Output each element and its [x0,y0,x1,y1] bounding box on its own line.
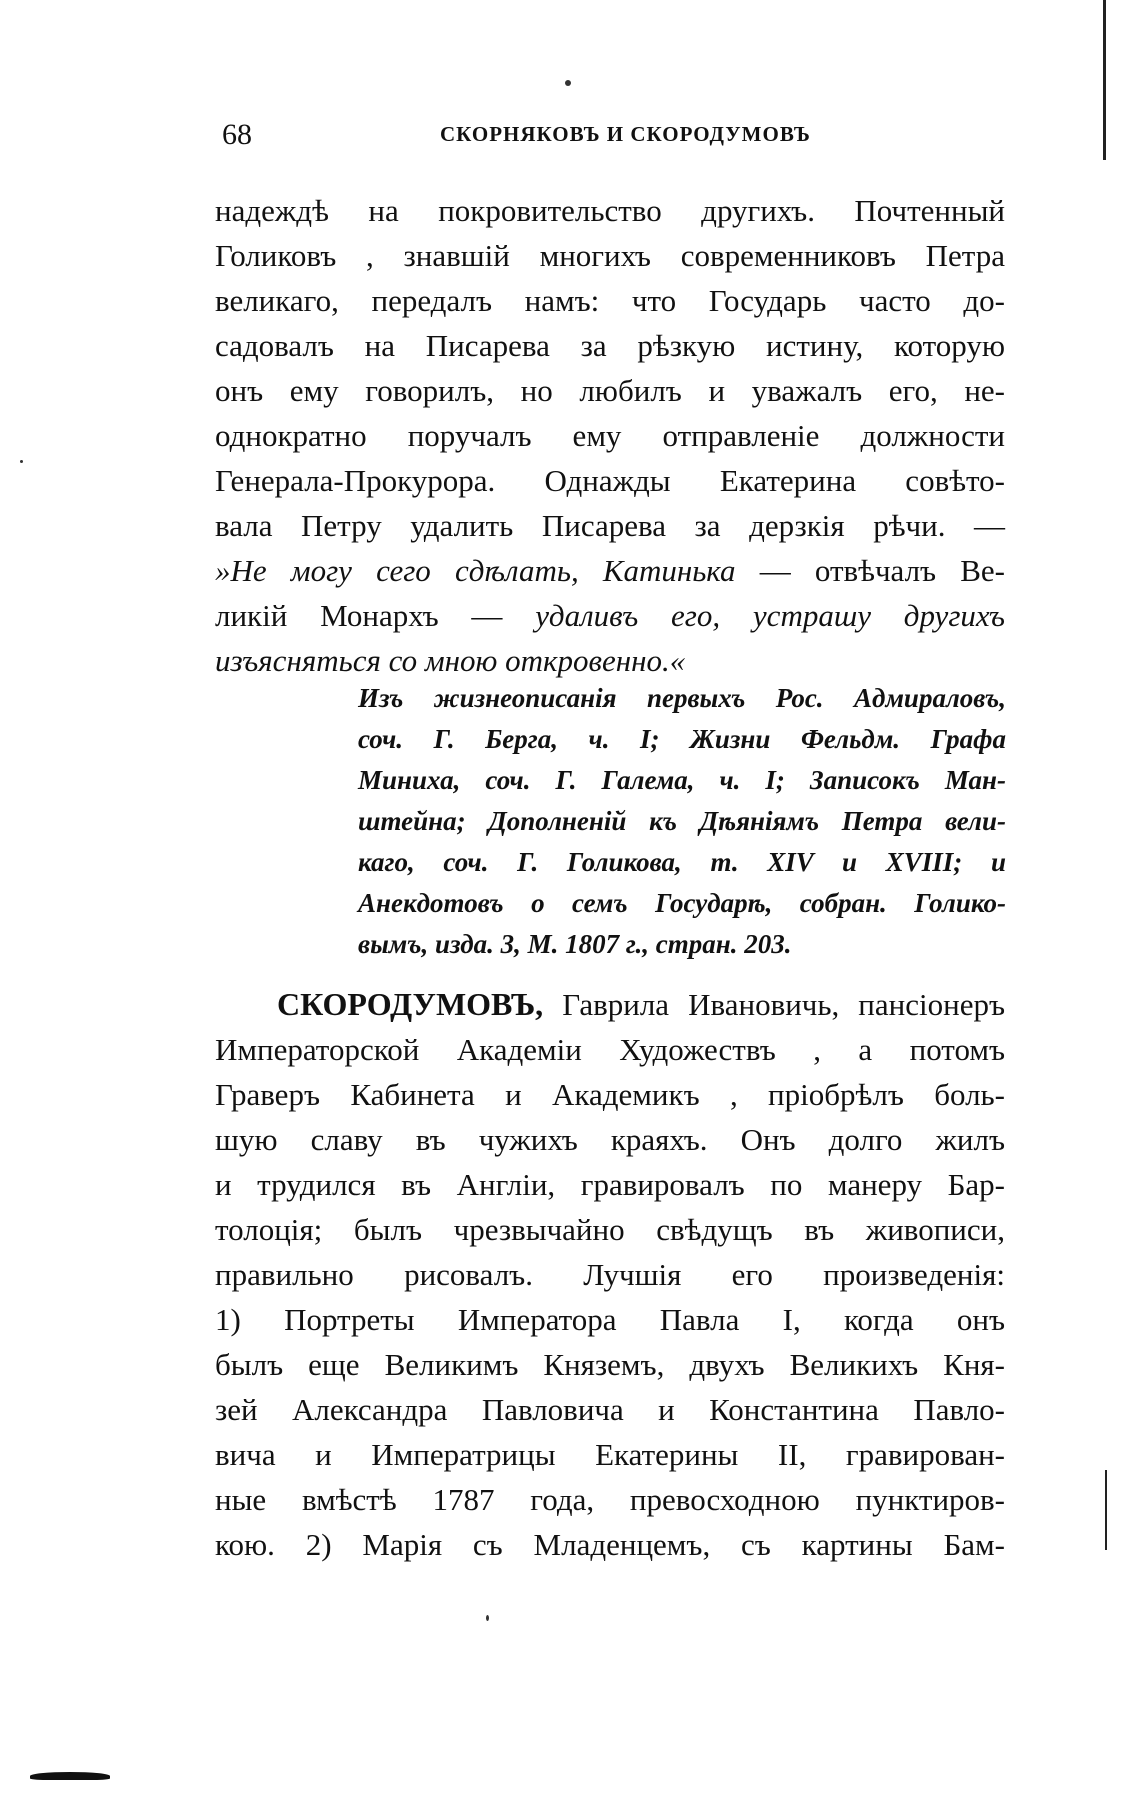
entry-line: ные вмѣстѣ 1787 года, превосходною пунктиров- [215,1482,1005,1517]
top-speck [565,80,571,86]
quote-attribution: ликій Монархъ — [215,598,503,633]
entry-line: и трудился въ Англіи, гравировалъ по манеру Бар- [215,1167,1005,1202]
quote-text: »Не могу сего сдѣлать, Катинька [215,553,736,588]
entry-line: Императорской Академіи Художествъ , а потомъ [215,1032,1005,1067]
quote-line [215,548,1005,593]
source-line: соч. Г. Берга, ч. I; Жизни Фельдм. Графа [358,724,1006,754]
paragraph-line: онъ ему говорилъ, но любилъ и уважалъ его, не- [215,373,1005,408]
paragraph-line: вала Петру удалить Писарева за дерзкія рѣчи. — [215,508,1005,543]
paragraph-line: великаго, передалъ намъ: что Государь часто до- [215,283,1005,318]
entry-line: кою. 2) Марія съ Младенцемъ, съ картины Бам- [215,1527,1005,1562]
source-line: каго, соч. Г. Голикова, т. XIV и XVIII; и [358,847,1006,877]
source-line: штейна; Дополненій къ Дѣяніямъ Петра вели- [358,806,1006,836]
entry-line: зей Александра Павловича и Константина Павло- [215,1392,1005,1427]
left-speck [20,460,23,463]
page-number: 68 [222,118,252,151]
entry-line: правильно рисовалъ. Лучшія его произведенія: [215,1257,1005,1292]
quote-attribution: — отвѣчалъ Ве- [759,553,1005,588]
running-title: СКОРНЯКОВЪ И СКОРОДУМОВЪ [440,122,811,146]
entry-line: 1) Портреты Императора Павла I, когда онъ [215,1302,1005,1337]
entry-line: Граверъ Кабинета и Академикъ , пріобрѣлъ боль- [215,1077,1005,1112]
paragraph-line: однократно поручалъ ему отправленіе должности [215,418,1005,453]
paragraph-line: Голиковъ , знавшій многихъ современниковъ Петра [215,238,1005,273]
paragraph-line: садовалъ на Писарева за рѣзкую истину, которую [215,328,1005,363]
page-header [222,118,992,158]
quote-line: изъясняться со мною откровенно.« [215,643,686,678]
entry-paragraph [215,982,1005,1567]
entry-line: вича и Императрицы Екатерины II, гравирован- [215,1437,1005,1472]
quote-line [215,593,1005,638]
ink-blot [30,1772,110,1780]
entry-name: СКОРОДУМОВЪ, [277,986,544,1022]
source-line: Изъ жизнеописанія первыхъ Рос. Адмираловъ, [358,683,1006,713]
entry-line: толоція; былъ чрезвычайно свѣдущъ въ живописи, [215,1212,1005,1247]
right-edge-line [1103,0,1106,160]
main-paragraph [215,188,1005,683]
entry-line: былъ еще Великимъ Княземъ, двухъ Великихъ Кня- [215,1347,1005,1382]
source-line: Миниха, соч. Г. Галема, ч. I; Записокъ Ман- [358,765,1006,795]
entry-first-line [215,982,1005,1027]
entry-first-line-rest: Гаврила Ивановичь, пансіонеръ [562,987,1005,1022]
paragraph-line: надеждѣ на покровительство другихъ. Почтенный [215,193,1005,228]
paragraph-line: Генерала-Прокурора. Однажды Екатерина совѣто- [215,463,1005,498]
right-edge-line-lower [1105,1470,1107,1550]
source-line: Анекдотовъ о семъ Государѣ, собран. Голико- [358,888,1006,918]
source-line: вымъ, изда. 3, М. 1807 г., стран. 203. [358,929,792,959]
source-note [358,678,1006,965]
entry-line: шую славу въ чужихъ краяхъ. Онъ долго жилъ [215,1122,1005,1157]
bottom-speck [486,1615,489,1621]
quote-text: удаливъ его, устрашу другихъ [535,598,1005,633]
